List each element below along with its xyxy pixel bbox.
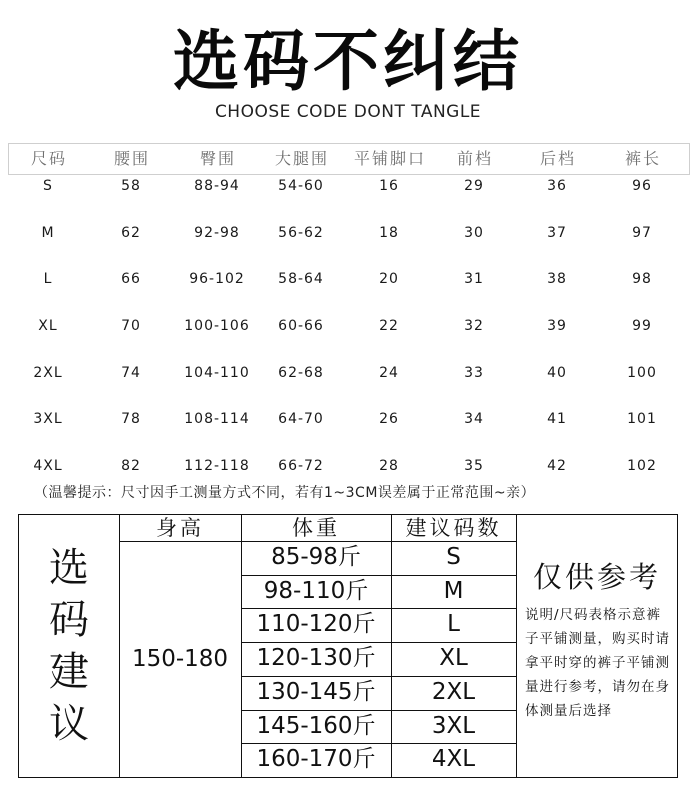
table-cell: 36 <box>547 178 567 194</box>
table-cell: 108-114 <box>184 411 250 427</box>
side-label-char: 选 <box>49 545 89 591</box>
reference-panel <box>516 515 678 777</box>
table-cell: 64-70 <box>278 411 324 427</box>
table-row <box>8 221 688 245</box>
table-cell: 98 <box>632 271 652 287</box>
recommended-size: M <box>443 577 464 604</box>
recommended-size: XL <box>439 645 468 672</box>
table-cell: 24 <box>379 365 399 381</box>
table-cell: 28 <box>379 458 399 474</box>
table-cell: 58-64 <box>278 271 324 287</box>
column-header: 平铺脚口 <box>353 149 426 168</box>
table-cell: 60-66 <box>278 318 324 334</box>
recommended-size: L <box>447 611 460 638</box>
table-row <box>8 174 688 198</box>
recommendation-header: 身高 <box>156 516 204 540</box>
recommended-size: 4XL <box>431 746 476 773</box>
page-title: 选码不纠结 <box>173 23 523 100</box>
weight-range: 85-98斤 <box>271 544 361 570</box>
page-subtitle: CHOOSE CODE DONT TANGLE <box>214 102 482 122</box>
recommended-size: S <box>446 544 461 570</box>
weight-range: 120-130斤 <box>256 645 376 672</box>
table-cell: L <box>43 271 53 287</box>
column-header: 大腿围 <box>274 149 329 168</box>
table-cell: 100-106 <box>184 318 250 334</box>
table-cell: 100 <box>627 365 657 381</box>
weight-range: 110-120斤 <box>256 611 376 638</box>
table-cell: S <box>43 178 53 194</box>
table-cell: 66 <box>121 271 141 287</box>
table-cell: 3XL <box>33 411 63 427</box>
table-cell: 88-94 <box>194 178 240 194</box>
table-cell: 104-110 <box>184 365 250 381</box>
table-cell: 40 <box>547 365 567 381</box>
recommended-size: 3XL <box>431 712 476 739</box>
table-row <box>8 314 688 338</box>
table-cell: 82 <box>121 458 141 474</box>
side-label-char: 议 <box>49 701 89 747</box>
recommendation-side-label <box>19 515 119 777</box>
table-cell: 74 <box>121 365 141 381</box>
table-cell: 2XL <box>33 365 63 381</box>
table-cell: 38 <box>547 271 567 287</box>
weight-range: 98-110斤 <box>263 577 369 604</box>
weight-range: 145-160斤 <box>256 712 376 739</box>
table-cell: 58 <box>121 178 141 194</box>
size-recommendation-table <box>18 514 678 778</box>
table-cell: 37 <box>547 225 567 241</box>
weight-range: 160-170斤 <box>256 746 376 773</box>
table-cell: 112-118 <box>184 458 250 474</box>
recommendation-header: 体重 <box>292 516 340 540</box>
table-cell: 96 <box>632 178 652 194</box>
table-cell: 4XL <box>33 458 63 474</box>
table-cell: 34 <box>464 411 484 427</box>
table-cell: 96-102 <box>189 271 245 287</box>
table-cell: 33 <box>464 365 484 381</box>
table-cell: 22 <box>379 318 399 334</box>
table-cell: 92-98 <box>194 225 240 241</box>
column-header: 裤长 <box>624 149 661 168</box>
height-range: 150-180 <box>131 646 229 672</box>
table-cell: 70 <box>121 318 141 334</box>
table-row <box>8 407 688 431</box>
table-cell: 78 <box>121 411 141 427</box>
column-header: 腰围 <box>113 149 150 168</box>
table-cell: 35 <box>464 458 484 474</box>
table-cell: 97 <box>632 225 652 241</box>
table-cell: XL <box>38 318 58 334</box>
table-cell: 32 <box>464 318 484 334</box>
table-cell: 101 <box>627 411 657 427</box>
side-label-char: 建 <box>49 649 89 695</box>
column-header: 前档 <box>456 149 493 168</box>
table-divider <box>516 515 517 777</box>
table-cell: 62-68 <box>278 365 324 381</box>
table-cell: 102 <box>627 458 657 474</box>
measurement-tip: （温馨提示：尺寸因手工测量方式不同，若有1~3CM误差属于正常范围~亲） <box>34 485 536 501</box>
table-cell: 56-62 <box>278 225 324 241</box>
size-table-header <box>8 143 690 175</box>
table-cell: 26 <box>379 411 399 427</box>
column-header: 尺码 <box>30 149 67 168</box>
table-cell: 42 <box>547 458 567 474</box>
table-cell: 18 <box>379 225 399 241</box>
table-divider <box>119 515 120 777</box>
table-cell: 66-72 <box>278 458 324 474</box>
table-cell: 39 <box>547 318 567 334</box>
reference-description: 说明/尺码表格示意裤子平铺测量，购买时请拿平时穿的裤子平铺测量进行参考，请勿在身体测量后选择 <box>525 607 670 719</box>
weight-range: 130-145斤 <box>256 678 376 705</box>
table-cell: 62 <box>121 225 141 241</box>
reference-title: 仅供参考 <box>532 560 661 594</box>
recommendation-header: 建议码数 <box>405 516 502 540</box>
table-row <box>8 454 688 478</box>
column-header: 臀围 <box>199 149 236 168</box>
table-cell: 54-60 <box>278 178 324 194</box>
table-cell: 29 <box>464 178 484 194</box>
column-header: 后档 <box>539 149 576 168</box>
table-row <box>8 361 688 385</box>
table-cell: M <box>41 225 55 241</box>
table-cell: 20 <box>379 271 399 287</box>
recommended-size: 2XL <box>431 678 476 705</box>
table-row <box>8 267 688 291</box>
table-cell: 31 <box>464 271 484 287</box>
table-cell: 16 <box>379 178 399 194</box>
table-cell: 41 <box>547 411 567 427</box>
table-cell: 30 <box>464 225 484 241</box>
table-cell: 99 <box>632 318 652 334</box>
side-label-char: 码 <box>49 597 89 643</box>
